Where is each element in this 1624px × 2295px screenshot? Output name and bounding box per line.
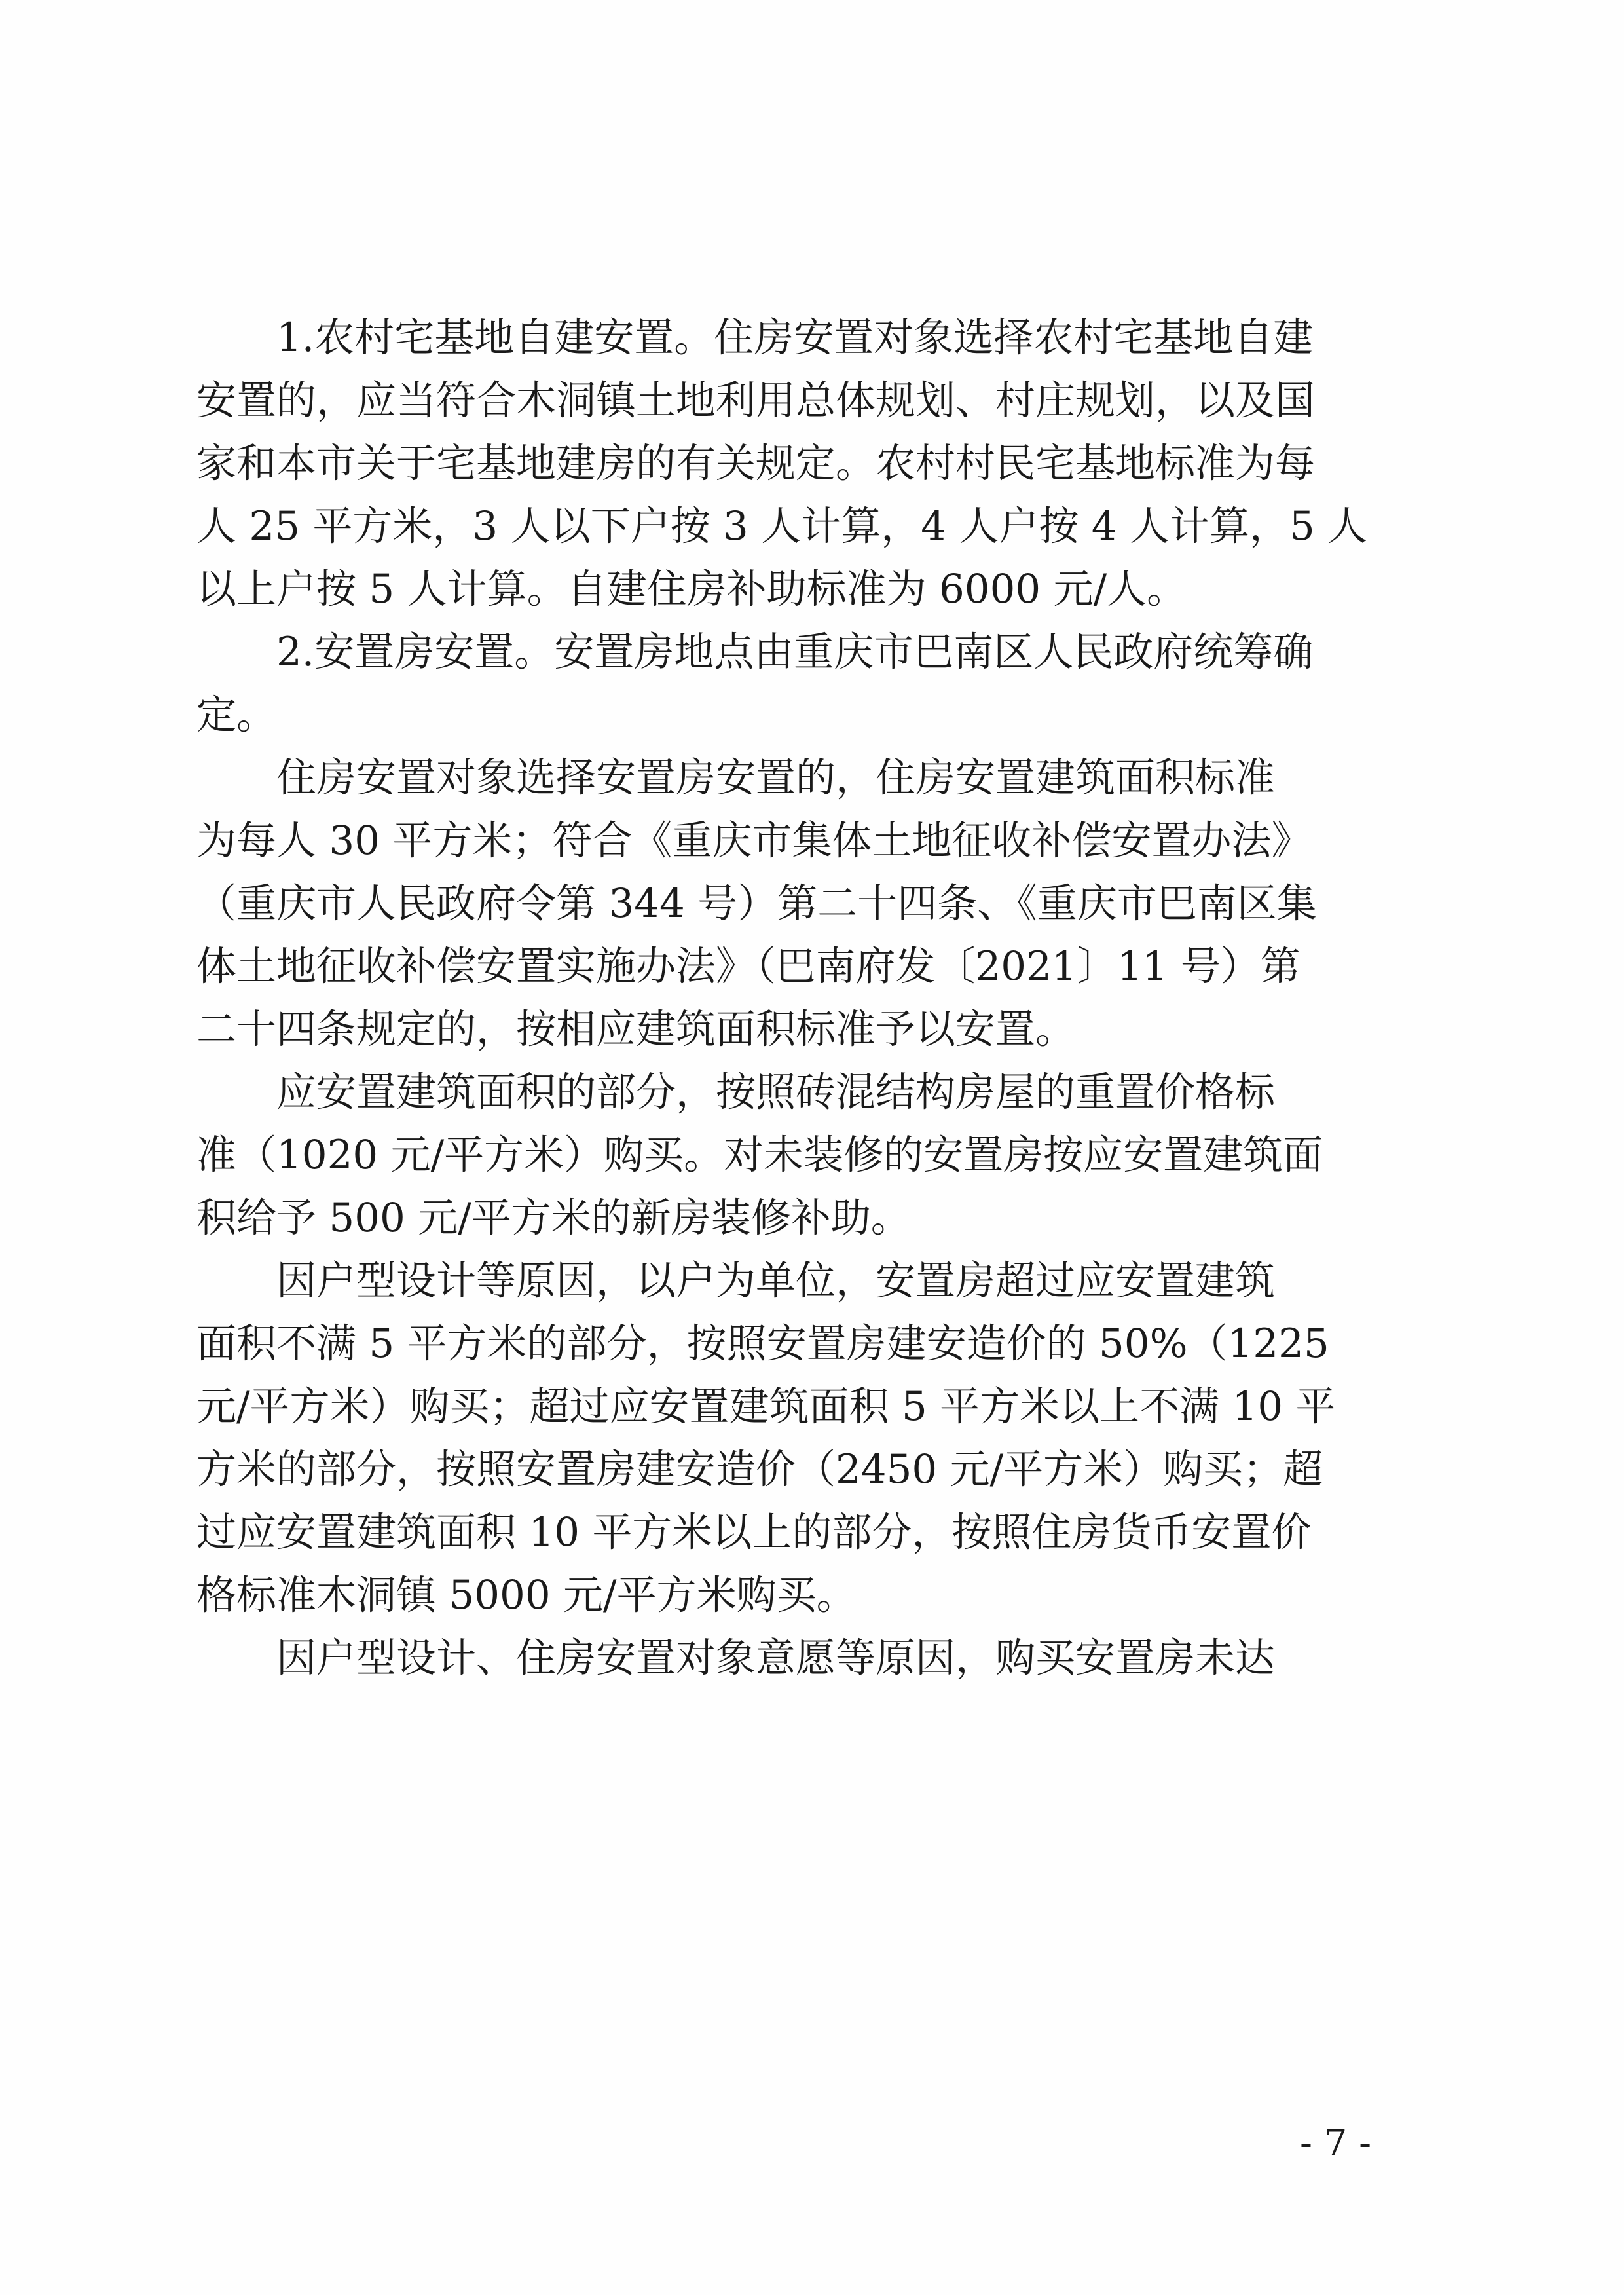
text-line: 1.农村宅基地自建安置。住房安置对象选择农村宅基地自建: [276, 314, 1314, 361]
text-line: 因户型设计、住房安置对象意愿等原因，购买安置房未达: [276, 1635, 1276, 1681]
text-line: 2.安置房安置。安置房地点由重庆市巴南区人民政府统筹确: [276, 629, 1314, 675]
text-line: 住房安置对象选择安置房安置的，住房安置建筑面积标准: [276, 755, 1276, 801]
text-line: 格标准木洞镇 5000 元/平方米购买。: [196, 1572, 857, 1618]
text-line: 元/平方米）购买；超过应安置建筑面积 5 平方米以上不满 10 平: [196, 1383, 1336, 1430]
text-line: 体土地征收补偿安置实施办法》（巴南府发〔2021〕11 号）第: [196, 943, 1301, 990]
text-line: （重庆市人民政府令第 344 号）第二十四条、《重庆市巴南区集: [196, 880, 1317, 927]
text-line: 家和本市关于宅基地建房的有关规定。农村村民宅基地标准为每: [196, 440, 1316, 487]
body-text: [196, 307, 1405, 1690]
text-line: 为每人 30 平方米；符合《重庆市集体土地征收补偿安置办法》: [196, 817, 1312, 864]
text-line: 二十四条规定的，按相应建筑面积标准予以安置。: [196, 1006, 1076, 1053]
text-line: 过应安置建筑面积 10 平方米以上的部分，按照住房货币安置价: [196, 1509, 1312, 1556]
page-number: - 7 -: [1300, 2122, 1372, 2165]
text-line: 应安置建筑面积的部分，按照砖混结构房屋的重置价格标: [276, 1069, 1276, 1115]
text-line: 因户型设计等原因，以户为单位，安置房超过应安置建筑: [276, 1258, 1276, 1304]
text-line: 安置的，应当符合木洞镇土地利用总体规划、村庄规划，以及国: [196, 377, 1316, 424]
text-line: 以上户按 5 人计算。自建住房补助标准为 6000 元/人。: [196, 566, 1187, 612]
text-line: 面积不满 5 平方米的部分，按照安置房建安造价的 50%（1225: [196, 1320, 1329, 1367]
text-line: 定。: [196, 692, 277, 738]
text-line: 积给予 500 元/平方米的新房装修补助。: [196, 1195, 911, 1241]
text-line: 人 25 平方米，3 人以下户按 3 人计算，4 人户按 4 人计算，5 人: [196, 503, 1368, 550]
text-line: 方米的部分，按照安置房建安造价（2450 元/平方米）购买；超: [196, 1446, 1323, 1493]
text-line: 准（1020 元/平方米）购买。对未装修的安置房按应安置建筑面: [196, 1132, 1323, 1178]
